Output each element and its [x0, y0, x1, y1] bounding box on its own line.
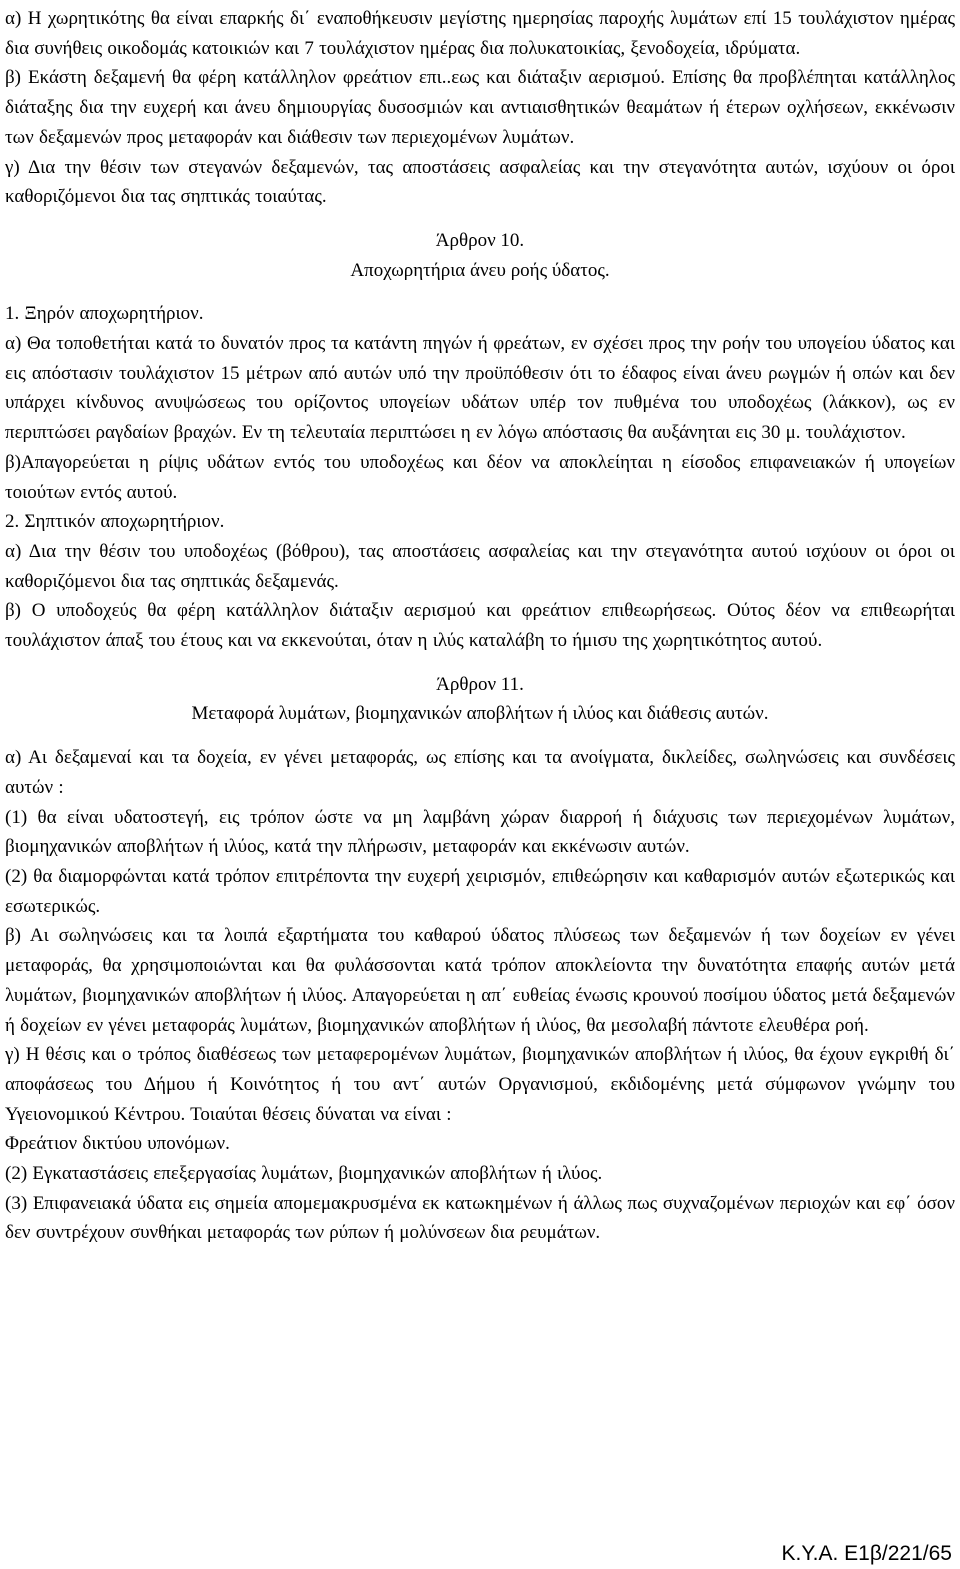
paragraph: (2) θα διαμορφώνται κατά τρόπον επιτρέποντα την ευχερή χειρισμόν, επιθεώρησιν και καθαρισμόν αυτών εξωτερικώς και εσωτερικώς.: [5, 865, 955, 917]
paragraph: α) Δια την θέσιν του υποδοχέως (βόθρου), τας αποστάσεις ασφαλείας και την στεγανότητα αυτού ισχύουν οι όροι οι καθοριζόμενοι δια τας σηπτικάς δεξαμενάς.: [5, 540, 955, 592]
article-heading: Άρθρον 10.: [435, 229, 525, 251]
paragraph: γ) Δια την θέσιν των στεγανών δεξαμενών, τας αποστάσεις ασφαλείας και την στεγανότητα αυτών, ισχύουν οι όροι καθοριζόμενοι δια τας σηπτικάς τοιαύτας.: [5, 156, 955, 208]
paragraph: α) Αι δεξαμεναί και τα δοχεία, εν γένει μεταφοράς, ως επίσης και τα ανοίγματα, δικλείδες, σωληνώσεις και συνδέσεις αυτών :: [5, 747, 955, 798]
paragraph: β) Ο υποδοχεύς θα φέρη κατάλληλον διάταξιν αερισμού και φρεάτιον επιθεωρήσεως. Ούτος δέον να επιθεωρήται τουλάχιστον άπαξ του έτους και να εκκενούται, όταν η ιλύς καταλάβη το ήμισυ της χωρητικότητος αυτού.: [5, 600, 955, 652]
article-subtitle: Αποχωρητήρια άνευ ροής ύδατος.: [350, 259, 610, 281]
paragraph: β)Απαγορεύεται η ρίψις υδάτων εντός του υποδοχέως και δέον να αποκλείηται η είσοδος επιφανειακών ή υπογείων τοιούτων εντός αυτού.: [5, 451, 955, 503]
paragraph: 2. Σηπτικόν αποχωρητήριον.: [5, 511, 225, 533]
paragraph: α) Θα τοποθετήται κατά το δυνατόν προς τα κατάντη πηγών ή φρεάτων, εν σχέσει προς την ροήν του υπογείου ύδατος και εις απόστασιν τουλάχιστον 15 μέτρων από αυτών υπό την προϋπόθεσιν ότι το έδαφος είναι άνευ ρωγμών ή οπών και δεν υπάρχει κίνδυνος ανυψώσεως του ορίζοντος υπογείων υδάτων υπέρ τον πυθμένα του υποδοχέως (λάκκον), ως εν περιπτώσει ραγδαίων βραχών. Εν τη τελευταία περιπτώσει η εν λόγω απόστασις θα αυξάνηται εις 30 μ. τουλάχιστον.: [5, 333, 955, 444]
paragraph: (2) Εγκαταστάσεις επεξεργασίας λυμάτων, βιομηχανικών αποβλήτων ή ιλύος.: [5, 1163, 603, 1185]
document-page: [5, 4, 955, 1248]
paragraph: (3) Επιφανειακά ύδατα εις σημεία απομεμακρυσμένα εκ κατωκημένων ή άλλως πως συχναζομένων περιοχών και εφ΄ όσον δεν συντρέχουν συνθήκαι μεταφοράς των ρύπων ή μολύνσεων δια ρευμάτων.: [5, 1192, 955, 1244]
article-heading: Άρθρον 11.: [436, 673, 524, 695]
paragraph: β) Αι σωληνώσεις και τα λοιπά εξαρτήματα του καθαρού ύδατος πλύσεως των δεξαμενών ή των δοχείων εν γένει μεταφοράς, θα χρησιμοποιώνται και θα φυλάσσονται κατά τρόπον αποκλείοντα την δυνατότητα επαφής αυτών μετά λυμάτων, βιομηχανικών αποβλήτων ή ιλύος. Απαγορεύεται η απ΄ ευθείας ένωσις κρουνού ποσίμου ύδατος μετά δεξαμενών ή δοχείων εν γένει μεταφοράς λυμάτων, βιομηχανικών αποβλήτων ή ιλύος, θα μεσολαβή πάντοτε ελευθέρα ροή.: [5, 925, 955, 1036]
article-subtitle: Μεταφορά λυμάτων, βιομηχανικών αποβλήτων ή ιλύος και διάθεσις αυτών.: [191, 703, 769, 725]
paragraph: 1. Ξηρόν αποχωρητήριον.: [5, 303, 204, 325]
paragraph: β) Εκάστη δεξαμενή θα φέρη κατάλληλον φρεάτιον επι..εως και διάταξιν αερισμού. Επίσης θα προβλέπηται κατάλληλος διάταξης δια την ευχερή και άνευ δημιουργίας δυσοσμιών και αντιαισθητικών θεαμάτων ή έτερων οχλήσεων, εκκένωσιν των δεξαμενών προς μεταφοράν και διάθεσιν των περιεχομένων λυμάτων.: [5, 67, 955, 148]
paragraph: α) Η χωρητικότης θα είναι επαρκής δι΄ εναποθήκευσιν μεγίστης ημερησίας παροχής λυμάτων επί 15 τουλάχιστον ημέρας δια συνήθεις οικοδομάς κατοικιών και 7 τουλάχιστον ημέρας δια πολυκατοικίας, ξενοδοχεία, ιδρύματα.: [5, 8, 955, 59]
page-footer-reference: Κ.Υ.Α. Ε1β/221/65: [781, 1542, 952, 1565]
paragraph: Φρεάτιον δικτύου υπονόμων.: [5, 1133, 230, 1155]
paragraph: (1) θα είναι υδατοστεγή, εις τρόπον ώστε να μη λαμβάνη χώραν διαρροή ή διάχυσις των περιεχομένων λυμάτων, βιομηχανικών αποβλήτων ή ιλύος, κατά την πλήρωσιν, μεταφοράν και εκκένωσιν αυτών.: [5, 806, 955, 858]
paragraph: γ) Η θέσις και ο τρόπος διαθέσεως των μεταφερομένων λυμάτων, βιομηχανικών αποβλήτων ή ιλύος, θα έχουν εγκριθή δι΄ αποφάσεως του Δήμου ή Κοινότητος ή του αντ΄ αυτών Οργανισμού, εκδιδομένης μετά σύμφωνον γνώμην του Υγειονομικού Κέντρου. Τοιαύται θέσεις δύναται να είναι :: [5, 1044, 955, 1125]
